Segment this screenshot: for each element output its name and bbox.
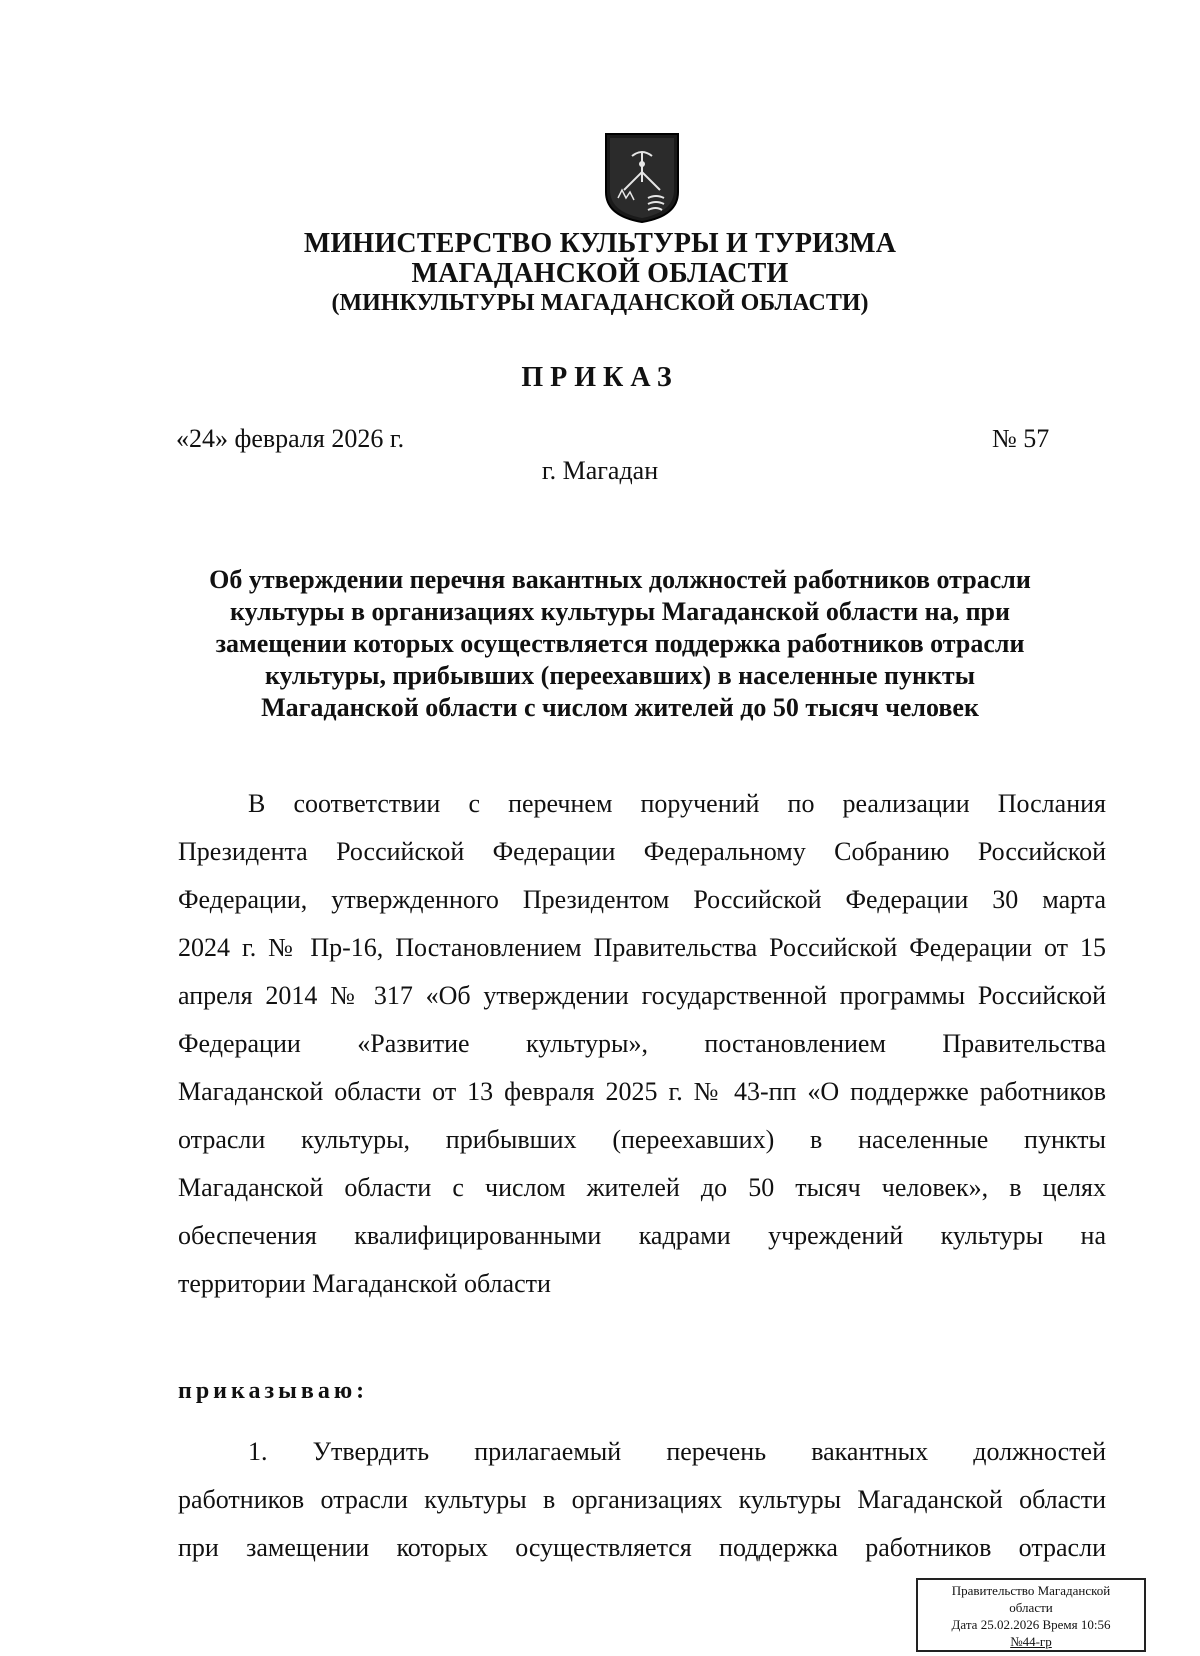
- stamp-registration-number: №44-гр: [1010, 1634, 1052, 1649]
- subject-line: замещении которых осуществляется поддержка работников отрасли: [215, 629, 1025, 658]
- preamble-line: Магаданской области с числом жителей до 50 тысяч человек», в целях: [178, 1173, 1106, 1202]
- order-date: «24» февраля 2026 г.: [176, 424, 405, 453]
- stamp-line: Дата 25.02.2026 Время 10:56: [951, 1617, 1111, 1632]
- registration-stamp: [916, 1578, 1146, 1652]
- preamble-line: Федерации «Развитие культуры», постановлением Правительства: [178, 1029, 1106, 1058]
- item-1-line: 1. Утвердить прилагаемый перечень вакантных должностей: [248, 1437, 1106, 1466]
- preamble-line: отрасли культуры, прибывших (переехавших) в населенные пункты: [178, 1125, 1106, 1154]
- stamp-line: области: [1009, 1600, 1053, 1615]
- preamble-line: 2024 г. № Пр-16, Постановлением Правительства Российской Федерации от 15: [178, 933, 1106, 962]
- preamble-line: обеспечения квалифицированными кадрами учреждений культуры на: [178, 1221, 1106, 1250]
- stamp-line: Правительство Магаданской: [951, 1583, 1111, 1598]
- subject-line: культуры в организациях культуры Магаданской области на, при: [229, 597, 1010, 626]
- order-subject: [160, 564, 1080, 724]
- preamble-line: Президента Российской Федерации Федеральному Собранию Российской: [178, 837, 1106, 866]
- preamble-paragraph: [178, 780, 1106, 1308]
- ministry-name-line1: МИНИСТЕРСТВО КУЛЬТУРЫ И ТУРИЗМА: [303, 228, 897, 259]
- coat-of-arms-emblem: [604, 132, 680, 224]
- preamble-line: Магаданской области от 13 февраля 2025 г. № 43-пп «О поддержке работников: [178, 1077, 1106, 1106]
- ministry-short-name: (МИНКУЛЬТУРЫ МАГАДАНСКОЙ ОБЛАСТИ): [331, 290, 869, 316]
- item-1-line: работников отрасли культуры в организациях культуры Магаданской области: [178, 1485, 1106, 1514]
- subject-line: культуры, прибывших (переехавших) в населенные пункты: [264, 661, 976, 690]
- order-number: № 57: [992, 424, 1050, 453]
- subject-line: Магаданской области с числом жителей до 50 тысяч человек: [261, 693, 979, 722]
- decree-word: приказываю:: [178, 1378, 369, 1404]
- document-type-title: ПРИКАЗ: [521, 362, 679, 393]
- preamble-line: территории Магаданской области: [178, 1269, 551, 1298]
- order-city: г. Магадан: [541, 456, 659, 485]
- subject-line: Об утверждении перечня вакантных должностей работников отрасли: [209, 565, 1031, 594]
- item-1-paragraph: [178, 1428, 1106, 1572]
- item-1-line: при замещении которых осуществляется поддержка работников отрасли: [178, 1533, 1106, 1562]
- preamble-line: апреля 2014 № 317 «Об утверждении государственной программы Российской: [178, 981, 1106, 1010]
- ministry-name-line2: МАГАДАНСКОЙ ОБЛАСТИ: [411, 258, 789, 289]
- preamble-line: В соответствии с перечнем поручений по реализации Послания: [248, 789, 1106, 818]
- preamble-line: Федерации, утвержденного Президентом Российской Федерации 30 марта: [178, 885, 1106, 914]
